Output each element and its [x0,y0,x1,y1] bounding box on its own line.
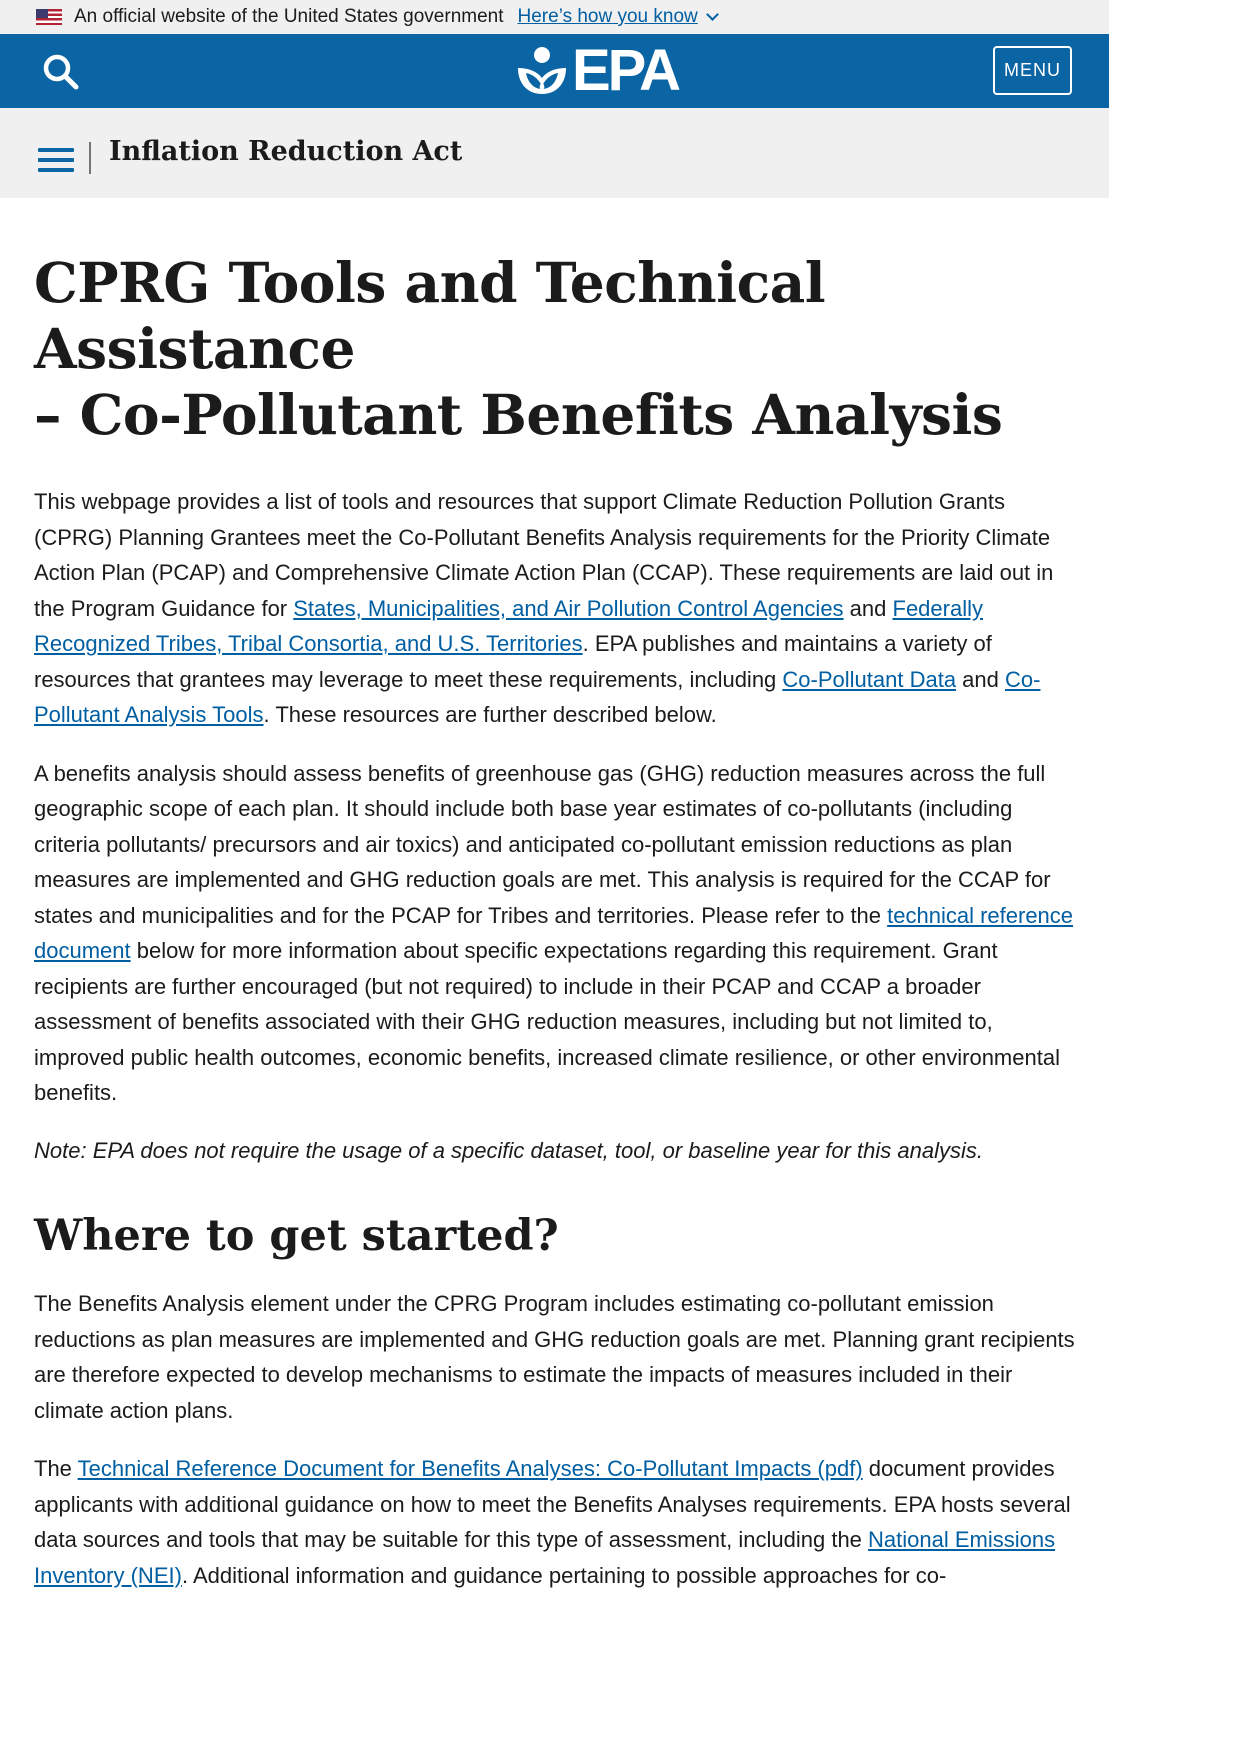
search-button[interactable] [42,53,80,91]
gov-banner-inner [36,0,717,34]
text: The [34,1456,78,1481]
technical-reference-link[interactable]: technical reference document [34,902,1074,963]
note-paragraph: Note: EPA does not require the usage of a specific dataset, tool, or baseline year for this analysis. [34,1137,983,1163]
technical-reference-paragraph [34,1451,1076,1593]
text: . Additional information and guidance pertaining to possible approaches for co- [181,1562,947,1588]
nei-link[interactable]: National Emissions Inventory (NEI) [34,1527,1056,1588]
divider [89,142,91,174]
tribes-territories-link[interactable]: Federally Recognized Tribes, Tribal Consortia, and U.S. Territories [34,595,983,656]
section-nav [0,108,1109,198]
heres-how-you-know-label: Here’s how you know [517,6,698,27]
text: document provides applicants with additional guidance on how to meet the Benefits Analyses requirements. EPA hosts several data sources and tools that may be suitable for this type of assessment, including the [34,1456,1071,1552]
section-title-link[interactable]: Inflation Reduction Act [109,136,463,167]
gov-banner-text: An official website of the United States government [74,6,504,27]
intro-paragraph [34,484,1076,733]
getting-started-paragraph: The Benefits Analysis element under the CPRG Program includes estimating co-pollutant emission reductions as plan measures are implemented and GHG reduction goals are met. Planning grant recipients are therefore expected to develop mechanisms to estimate the impacts of measures included in their climate action plans. [34,1291,1075,1423]
us-flag-icon [36,9,62,25]
text: . These resources are further described below. [263,702,717,727]
page-title-line1: CPRG Tools and Technical Assistance [34,250,826,381]
gov-banner [0,0,1109,34]
text: and [956,666,1005,692]
menu-button[interactable]: MENU [993,46,1072,95]
co-pollutant-tools-link[interactable]: Co-Pollutant Analysis Tools [34,666,1041,727]
technical-reference-pdf-link[interactable]: Technical Reference Document for Benefits Analyses: Co-Pollutant Impacts (pdf) [77,1456,863,1481]
text: below for more information about specific expectations regarding this requirement. Grant recipients are further encouraged (but not required) to include in their PCAP and CCAP a broader assessment of benefits associated with their GHG reduction measures, including but not limited to, improved public health outcomes, economic benefits, increased climate resilience, or other environmental benefits. [34,938,1060,1105]
text: A benefits analysis should assess benefits of greenhouse gas (GHG) reduction measures across the full geographic scope of each plan. It should include both base year estimates of co-pollutants (including criteria pollutants/ precursors and air toxics) and anticipated co-pollutant emission reductions as plan measures are implemented and GHG reduction goals are met. This analysis is required for the CCAP for states and municipalities and for the PCAP for Tribes and territories. Please refer to the [34,760,1051,928]
heres-how-you-know-link[interactable] [518,6,717,28]
co-pollutant-data-link[interactable]: Co-Pollutant Data [782,666,957,692]
benefits-paragraph [34,756,1076,1111]
states-municipalities-link[interactable]: States, Municipalities, and Air Pollution Control Agencies [293,595,844,621]
site-header [0,34,1109,108]
section-heading: Where to get started? [34,1211,559,1261]
text: and [843,595,893,621]
page-title-line2: – Co-Pollutant Benefits Analysis [34,382,1003,447]
chevron-down-icon [706,8,719,21]
hamburger-icon[interactable] [38,148,74,174]
text: . EPA publishes and maintains a variety of resources that grantees may leverage to meet these requirements, including [34,631,992,692]
epa-logo-text: EPA [572,38,678,103]
page-title [34,250,1076,448]
search-icon [42,53,80,91]
main-content [34,250,1076,1593]
epa-logo-icon [516,46,568,96]
epa-logo[interactable] [516,38,678,103]
text: This webpage provides a list of tools and resources that support Climate Reduction Pollution Grants (CPRG) Planning Grantees meet the Co-Pollutant Benefits Analysis requirements for the Priority Climate Action Plan (PCAP) and Comprehensive Climate Action Plan (CCAP). These requirements are laid out in the Program Guidance for [34,489,1054,621]
